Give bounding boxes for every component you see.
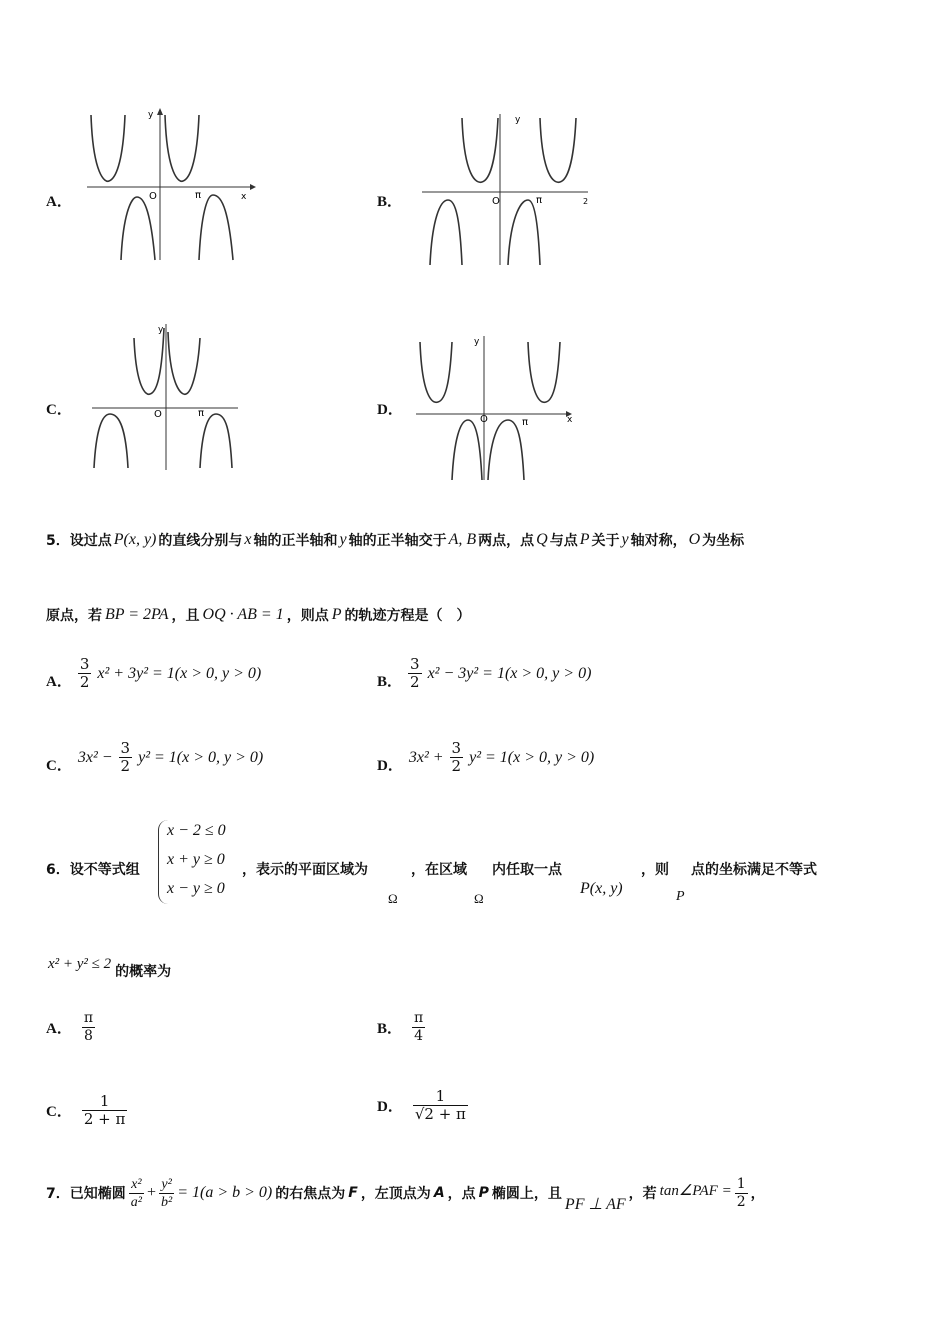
q5-option-b[interactable]: B． $\frac{3}{2}$ x² − 3y² = 1(x > 0, y > 0)	[377, 655, 592, 691]
q7-line1: 7．已知椭圆 $\frac{\text{x²}}{\text{a²}}$ + $\frac{\text{y²}}{\text{b²}}$ = 1(a > b > 0) 的右焦点为 F ，左顶点为 A ，点 P 椭圆上，且 PF ⊥ AF ，若 tan∠PAF = $\frac{1}{2}$ ，	[46, 1175, 765, 1213]
origin-label: O	[149, 191, 157, 202]
lower-branch-right	[199, 195, 233, 260]
q6-number: 6．设不等式组	[46, 862, 140, 878]
origin-label: O	[154, 409, 162, 420]
fraction: $\frac{3}{2}$	[79, 655, 90, 691]
q6-point: P(x, y)	[580, 880, 623, 897]
q6-ineq-2: x + y ≥ 0	[167, 851, 225, 868]
y-axis-label: y	[148, 110, 154, 120]
origin-label: O	[492, 196, 500, 207]
omega-1: Ω	[388, 891, 398, 906]
pi-label: π	[536, 195, 543, 206]
omega-2: Ω	[474, 891, 484, 906]
fraction: $\frac{3}{2}$	[120, 739, 131, 775]
origin-label: O	[480, 414, 488, 425]
y-axis-label: y	[158, 325, 164, 335]
q5-option-a[interactable]: A． $\frac{3}{2}$ x² + 3y² = 1(x > 0, y > 0)	[46, 655, 262, 691]
q6-ineq-3: x − y ≥ 0	[167, 880, 225, 897]
lower-branch-right	[508, 200, 540, 265]
pi-label: π	[522, 417, 529, 428]
q5-number: 5．设过点	[46, 533, 112, 549]
lower-branch-left	[94, 414, 128, 468]
upper-branch-left	[462, 118, 498, 182]
option-b-label: B．	[377, 194, 403, 210]
graph-a	[85, 105, 260, 265]
upper-branch-right	[528, 342, 560, 402]
q6-ineq-1: x − 2 ≤ 0	[167, 822, 226, 839]
y-axis-label: y	[474, 337, 480, 347]
q6-option-c[interactable]: C． $\frac{1}{2 + \pi}$	[46, 1092, 126, 1128]
x-axis-arrow	[250, 184, 256, 190]
upper-branch-left	[420, 342, 452, 402]
x-axis-label: 2	[583, 197, 589, 206]
graph-c	[88, 320, 248, 472]
x-axis-label: x	[241, 192, 247, 202]
upper-branch-right	[540, 118, 576, 182]
upper-branch-right	[168, 332, 200, 394]
q7-number: 7．已知椭圆	[46, 1186, 126, 1202]
lower-branch-left	[430, 200, 462, 265]
option-c-label: C．	[46, 402, 72, 418]
lower-branch-left	[121, 197, 155, 260]
option-d-label: D．	[377, 402, 403, 418]
upper-branch-left	[91, 115, 125, 181]
lower-branch-right	[200, 414, 232, 468]
lower-branch-left	[452, 420, 482, 480]
graph-b	[420, 110, 595, 268]
q6-option-d[interactable]: D． $\frac{1}{√2 + \pi}$	[377, 1087, 466, 1123]
q5-option-c[interactable]: C． 3x² − $\frac{3}{2}$ y² = 1(x > 0, y > 0)	[46, 739, 264, 775]
pi-label: π	[195, 190, 202, 201]
option-a-label: A．	[46, 194, 72, 210]
fraction: $\frac{3}{2}$	[451, 739, 462, 775]
q6-option-b[interactable]: B． $\frac{\pi}{4}$	[377, 1010, 424, 1044]
q6-option-a[interactable]: A． $\frac{\pi}{8}$	[46, 1010, 94, 1044]
fraction: $\frac{3}{2}$	[410, 655, 420, 691]
q5-line2: 原点，若 BP = 2PA ，且 OQ · AB = 1 ，则点 P 的轨迹方程是（ ）	[46, 606, 471, 624]
y-axis-label: y	[515, 115, 521, 125]
graph-d	[414, 330, 579, 482]
q5-option-d[interactable]: D． 3x² + $\frac{3}{2}$ y² = 1(x > 0, y > 0)	[377, 739, 595, 775]
x-axis-label: x	[567, 415, 573, 425]
pi-label: π	[198, 408, 205, 419]
q5-line1: 5．设过点 P(x, y) 的直线分别与 x 轴的正半轴和 y 轴的正半轴交于 A, B 两点，点 Q 与点 P 关于 y 轴对称， O 为坐标	[46, 531, 745, 549]
q6-line2: x² + y² ≤ 2 的概率为	[48, 955, 172, 980]
lower-branch-right	[488, 420, 524, 480]
upper-branch-right	[165, 115, 199, 181]
y-axis-arrow	[157, 108, 163, 115]
upper-branch-left	[134, 328, 164, 394]
